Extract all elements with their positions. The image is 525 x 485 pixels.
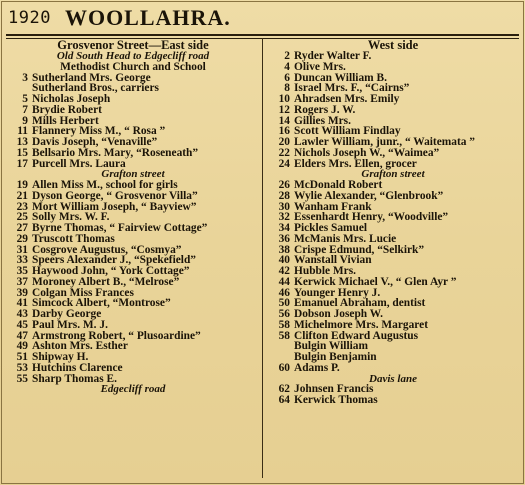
cross-street-label: Davis lane xyxy=(369,372,417,385)
resident-name: Brydie Robert xyxy=(32,103,102,116)
house-number: 50 xyxy=(278,297,290,310)
resident-name: Younger Henry J. xyxy=(294,286,381,299)
resident-name: Pickles Samuel xyxy=(294,222,368,234)
resident-name: Simcock Albert, “Montrose” xyxy=(32,297,171,310)
resident-name: Flannery Miss M., “ Rosa ” xyxy=(32,125,166,138)
resident-name: Elders Mrs. Ellen, grocer xyxy=(294,157,417,170)
house-number: 10 xyxy=(278,93,290,105)
resident-name: Kerwick Thomas xyxy=(294,394,378,406)
resident-name: Hutchins Clarence xyxy=(32,361,123,374)
house-number: 25 xyxy=(16,211,28,224)
house-number: 41 xyxy=(16,297,28,310)
resident-name: Purcell Mrs. Laura xyxy=(32,157,126,170)
cross-street-label: Grafton street xyxy=(101,168,165,181)
house-number: 9 xyxy=(22,114,28,127)
resident-name: Israel Mrs. F., “Cairns” xyxy=(294,82,410,95)
resident-name: Ahradsen Mrs. Emily xyxy=(294,93,400,105)
resident-name: Paul Mrs. M. J. xyxy=(32,318,108,331)
house-number: 30 xyxy=(278,200,290,213)
resident-name: Michelmore Mrs. Margaret xyxy=(294,318,428,331)
house-number: 47 xyxy=(16,329,28,342)
house-number: 42 xyxy=(278,265,290,277)
resident-name: Hubble Mrs. xyxy=(294,265,357,277)
resident-name: Cosgrove Augustus, “Cosmya” xyxy=(32,243,182,256)
resident-name: Clifton Edward Augustus xyxy=(294,329,419,342)
resident-name: Emanuel Abraham, dentist xyxy=(294,297,426,310)
cross-street-label: Old South Head to Edgecliff road xyxy=(56,50,210,62)
house-number: 64 xyxy=(278,394,290,406)
resident-name: Gillies Mrs. xyxy=(294,114,351,127)
resident-name: Nicholas Joseph xyxy=(32,93,111,105)
resident-name: Speers Alexander J., “Spekefield” xyxy=(32,254,197,267)
resident-name: Ryder Walter F. xyxy=(294,50,372,62)
resident-name: Bulgin Benjamin xyxy=(294,351,377,363)
resident-name: Davis Joseph, “Venaville” xyxy=(32,136,158,148)
resident-name: Sharp Thomas E. xyxy=(32,372,117,385)
resident-name: Scott William Findlay xyxy=(294,125,401,138)
house-number: 20 xyxy=(278,136,290,148)
resident-name: Ashton Mrs. Esther xyxy=(32,340,128,353)
house-number: 44 xyxy=(278,275,290,288)
house-number: 12 xyxy=(278,103,290,116)
resident-name: Adams P. xyxy=(294,361,340,374)
resident-name: Moroney Albert B., “Melrose” xyxy=(32,275,180,288)
house-number: 14 xyxy=(278,114,290,127)
resident-name: Olive Mrs. xyxy=(294,60,346,73)
house-number: 34 xyxy=(278,222,290,234)
resident-entry xyxy=(268,395,518,406)
house-number: 16 xyxy=(278,125,290,138)
house-number: 3 xyxy=(22,71,28,84)
house-number: 58 xyxy=(278,329,290,342)
house-number: 31 xyxy=(16,243,28,256)
cross-street-label: Grafton street xyxy=(361,168,425,181)
resident-name: Allen Miss M., school for girls xyxy=(32,179,178,191)
resident-name: Sutherland Mrs. George xyxy=(32,71,151,84)
resident-name: Shipway H. xyxy=(32,351,89,363)
house-number: 28 xyxy=(278,189,290,202)
year-label: 1920 xyxy=(8,8,51,28)
resident-name: Duncan William B. xyxy=(294,71,387,84)
house-number: 37 xyxy=(16,275,28,288)
resident-name: Nichols Joseph W., “Waimea” xyxy=(294,146,440,159)
house-number: 22 xyxy=(278,146,290,159)
resident-name: McManis Mrs. Lucie xyxy=(294,232,397,245)
house-number: 60 xyxy=(278,361,290,374)
resident-name: Byrne Thomas, “ Fairview Cottage” xyxy=(32,222,208,234)
resident-name: Lawler William, junr., “ Waitemata ” xyxy=(294,136,475,148)
house-number: 23 xyxy=(16,200,28,213)
house-number: 33 xyxy=(16,254,28,267)
house-number: 56 xyxy=(278,308,290,320)
house-number: 29 xyxy=(16,232,28,245)
suburb-title: WOOLLAHRA. xyxy=(64,5,231,30)
resident-name: Solly Mrs. W. F. xyxy=(32,211,110,224)
house-number: 7 xyxy=(22,103,28,116)
column-divider xyxy=(262,38,263,478)
resident-entry xyxy=(268,363,518,374)
house-number: 5 xyxy=(22,93,28,105)
house-number: 40 xyxy=(278,254,290,267)
house-number: 32 xyxy=(278,211,290,224)
house-number: 51 xyxy=(16,351,28,363)
house-number: 4 xyxy=(284,60,290,73)
house-number: 43 xyxy=(16,308,28,320)
west-side-column xyxy=(268,39,518,406)
resident-name: Dobson Joseph W. xyxy=(294,308,383,320)
house-number: 38 xyxy=(278,243,290,256)
house-number: 15 xyxy=(16,146,28,159)
house-number: 55 xyxy=(16,372,28,385)
resident-name: Colgan Miss Frances xyxy=(32,286,134,299)
resident-name: Wanham Frank xyxy=(294,200,372,213)
resident-name: Darby George xyxy=(32,308,102,320)
resident-name: Mort William Joseph, “ Bayview” xyxy=(32,200,197,213)
resident-name: Truscott Thomas xyxy=(32,232,115,245)
house-number: 35 xyxy=(16,265,28,277)
resident-name: Bulgin William xyxy=(294,340,368,353)
resident-name: Sutherland Bros., carriers xyxy=(32,82,159,95)
street-heading: West side xyxy=(367,38,419,52)
page-header xyxy=(8,2,518,34)
house-number: 27 xyxy=(16,222,28,234)
house-number: 2 xyxy=(284,50,290,62)
resident-name: Bellsario Mrs. Mary, “Roseneath” xyxy=(32,146,199,159)
resident-name: Essenhardt Henry, “Woodville” xyxy=(294,211,449,224)
resident-name: Wanstall Vivian xyxy=(294,254,372,267)
cross-street-label: Edgecliff road xyxy=(100,383,166,396)
resident-name: McDonald Robert xyxy=(294,179,383,191)
resident-name: Rogers J. W. xyxy=(294,103,356,116)
resident-name: Crispe Edmund, “Selkirk” xyxy=(294,243,425,256)
resident-name: Mills Herbert xyxy=(32,114,99,127)
house-number: 45 xyxy=(16,318,28,331)
house-number: 24 xyxy=(278,157,290,170)
resident-name: Johnsen Francis xyxy=(294,383,374,396)
house-number: 62 xyxy=(278,383,290,396)
resident-name: Wylie Alexander, “Glenbrook” xyxy=(294,189,444,202)
resident-name: Dyson George, “ Grosvenor Villa” xyxy=(32,189,198,202)
resident-name: Armstrong Robert, “ Plusoardine” xyxy=(32,329,201,342)
house-number: 49 xyxy=(16,340,28,353)
house-number: 26 xyxy=(278,179,290,191)
house-number: 36 xyxy=(278,232,290,245)
house-number: 39 xyxy=(16,286,28,299)
house-number: 46 xyxy=(278,286,290,299)
house-number: 6 xyxy=(284,71,290,84)
house-number: 8 xyxy=(284,82,290,95)
house-number: 21 xyxy=(16,189,28,202)
resident-name: Haywood John, “ York Cottage” xyxy=(32,265,190,277)
house-number: 17 xyxy=(16,157,28,170)
house-number: 13 xyxy=(16,136,28,148)
street-heading: Grosvenor Street—East side xyxy=(57,38,209,52)
house-number: 58 xyxy=(278,318,290,331)
house-number: 19 xyxy=(16,179,28,191)
east-side-column xyxy=(6,39,260,395)
institution-entry: Methodist Church and School xyxy=(60,60,206,73)
resident-name: Kerwick Michael V., “ Glen Ayr ” xyxy=(294,275,457,288)
house-number: 11 xyxy=(17,125,28,138)
house-number: 53 xyxy=(16,361,28,374)
